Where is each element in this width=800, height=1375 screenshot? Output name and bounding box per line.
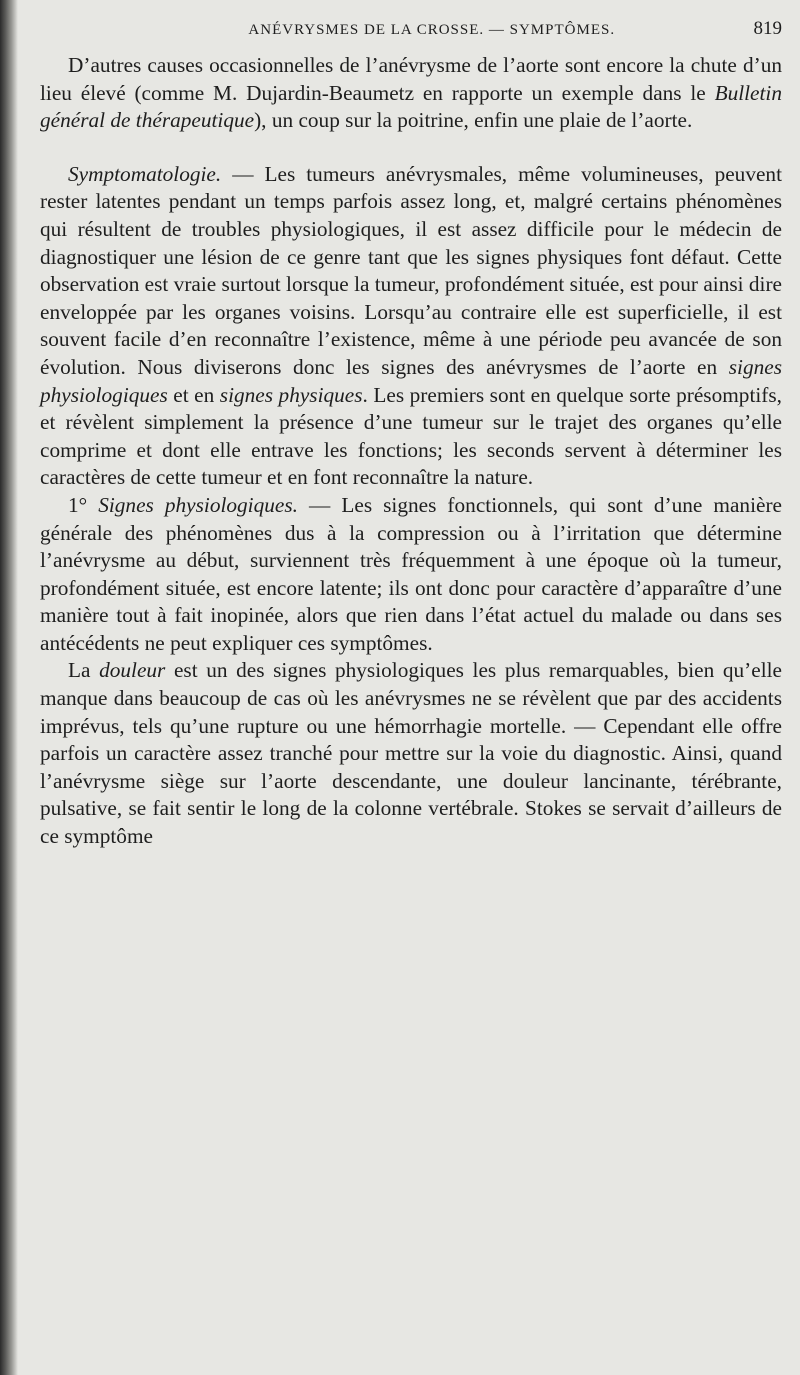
paragraph-text: et en [167, 382, 220, 407]
section-heading: Symptomatologie. [68, 161, 222, 186]
running-head-title: ANÉVRYSMES DE LA CROSSE. — SYMPTÔMES. [248, 22, 616, 38]
paragraph-text: La [68, 658, 100, 683]
emphasis-term: signes physiologiques [40, 354, 782, 407]
journal-title: Bulletin général de thérapeutique [40, 80, 782, 133]
page-number: 819 [753, 18, 782, 39]
page-binding-edge [0, 0, 18, 1375]
paragraph-symptomatologie [40, 161, 782, 492]
paragraph-text: — Les tumeurs anévrysmales, même volumineuses, peuvent rester latentes pendant un temps parfois assez long, et, malgré certains phénomènes qui résultent de troubles physiologiques, il est assez difficile pour le médecin de diagnostiquer une lésion de ce genre tant que les signes physiques font défaut. Cette observation est vraie surtout lorsque la tumeur, profondément située, est pour ainsi dire enveloppée par les organes voisins. Lorsqu’au contraire elle est superficielle, il est souvent facile d’en reconnaître l’existence, même à une période peu avancée de son évolution. Nous diviserons donc les signes des anévrysmes de l’aorte en [40, 161, 782, 379]
emphasis-term: douleur [99, 658, 166, 683]
paragraph-signes-physiologiques [40, 492, 782, 658]
paragraph-text: ), un coup sur la poitrine, enfin une plaie de l’aorte. [254, 108, 693, 133]
paragraph-text: — Les signes fonctionnels, qui sont d’une manière générale des phénomènes dus à la compression ou à l’irritation que détermine l’anévrysme au début, surviennent très fréquemment à une époque où la tumeur, profondément située, est encore latente; ils ont donc pour caractère d’apparaître d’une manière tout à fait inopinée, alors que rien dans l’état actuel du malade ou dans ses antécédents ne peut expliquer ces symptômes. [40, 492, 782, 655]
paragraph-text: 1° [68, 492, 99, 517]
paragraph-text: D’autres causes occasionnelles de l’anévrysme de l’aorte sont encore la chute d’un lieu élevé (comme M. Dujardin-Beaumetz en rapporte un exemple dans le [40, 53, 782, 105]
paragraph-douleur [40, 657, 782, 850]
body-text [40, 52, 782, 851]
running-head [40, 18, 782, 52]
emphasis-term: signes physiques [219, 382, 363, 407]
book-page [40, 18, 782, 851]
subsection-heading: Signes physiologiques. [98, 492, 298, 517]
paragraph-text: est un des signes physiologiques les plus remarquables, bien qu’elle manque dans beaucoup de cas où les anévrysmes ne se révèlent que par des accidents imprévus, tels qu’une rupture ou une hémorrhagie mortelle. — Cependant elle offre parfois un caractère assez tranché pour mettre sur la voie du diagnostic. Ainsi, quand l’anévrysme siège sur l’aorte descendante, une douleur lancinante, térébrante, pulsative, se fait sentir le long de la colonne vertébrale. Stokes se servait d’ailleurs de ce symptôme [40, 658, 782, 849]
paragraph-text: . Les premiers sont en quelque sorte présomptifs, et révèlent simplement la présence d’une tumeur sur le trajet des organes qu’elle comprime et dont elle entrave les fonctions; les seconds servent à déterminer les caractères de cette tumeur et en font reconnaître la nature. [40, 382, 782, 490]
paragraph-causes [40, 52, 782, 135]
